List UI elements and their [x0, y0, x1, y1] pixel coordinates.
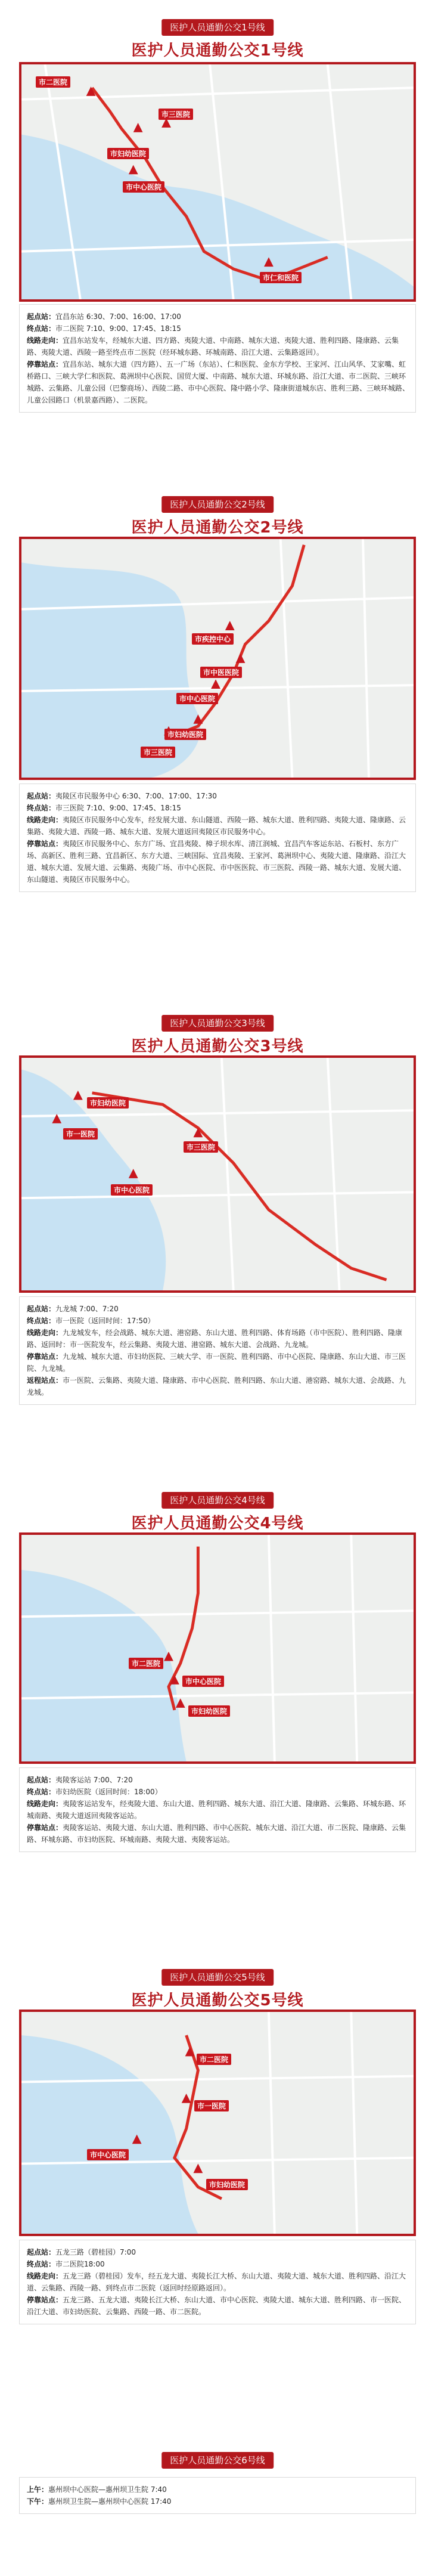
route-5-section: [11, 1968, 424, 2409]
route-3-marker-3: 市三医院: [184, 1141, 218, 1153]
route-2-marker-5: 市三医院: [141, 747, 175, 758]
route-4-marker-1: 市二医院: [129, 1658, 163, 1669]
route-2-map: [19, 537, 416, 780]
route-1-marker-4: 市中心医院: [123, 181, 164, 193]
route-2-marker-4: 市妇幼医院: [164, 729, 206, 740]
route-4-marker-2: 市中心医院: [182, 1676, 224, 1687]
route-5-info: 起点站：五龙三路（碧桂园）7:00 终点站：市二医院18:00 线路走向：五龙三路（碧桂园）发车，经五龙大道、夷陵长江大桥、东山大道、夷陵大道、城东大道、胜利四路、沿江大道、云集路、西陵一路、到终点市二医院（返回时经原路返回）。 停靠站点：五龙三路、五龙大道、夷陵长江大桥、东山大道、市中心医院、夷陵大道、城东大道、胜利四路、市一医院、沿江大道、市妇幼医院、云集路、西陵一路、市二医院。: [19, 2240, 416, 2324]
route-5-marker-2: 市一医院: [194, 2100, 229, 2111]
route-2-pill: 医护人员通勤公交2号线: [161, 496, 274, 513]
route-6-info: 上午：惠州坝中心医院—惠州坝卫生院 7:40 下午：惠州坝卫生院—惠州坝中心医院 17:40: [19, 2477, 416, 2514]
route-2-marker-2: 市中医医院: [200, 667, 242, 678]
route-3-map: [19, 1055, 416, 1293]
route-1-title: 医护人员通勤公交1号线: [131, 42, 304, 60]
route-5-marker-3: 市中心医院: [87, 2149, 129, 2160]
route-4-info: 起点站：夷陵客运站 7:00、7:20 终点站：市妇幼医院（返回时间：18:00） 线路走向：夷陵客运站发车，经夷陵大道、东山大道、胜利四路、城东大道、沿江大道、隆康路、云集路、环城东路、环城南路、夷陵大道返回夷陵客运站。 停靠站点：夷陵客运站、夷陵大道、东山大道、胜利四路、市中心医院、城东大道、沿江大道、市二医院、隆康路、云集路、环城东路、市妇幼医院、环城南路、夷陵大道、夷陵客运站。: [19, 1767, 416, 1852]
route-3-pill: 医护人员通勤公交3号线: [161, 1015, 274, 1032]
route-4-section: [11, 1491, 424, 1944]
route-5-marker-1: 市二医院: [197, 2054, 231, 2065]
route-2-marker-1: 市疾控中心: [192, 633, 234, 645]
route-3-marker-1: 市妇幼医院: [87, 1097, 129, 1109]
route-1-marker-3: 市妇幼医院: [107, 148, 149, 159]
route-3-section: [11, 1014, 424, 1473]
route-1-section: [11, 0, 424, 477]
route-4-pill: 医护人员通勤公交4号线: [161, 1492, 274, 1509]
route-6-pill: 医护人员通勤公交6号线: [161, 2452, 274, 2469]
route-4-map: [19, 1532, 416, 1764]
route-3-title: 医护人员通勤公交3号线: [131, 1038, 304, 1055]
route-3-info: 起点站：九龙城 7:00、7:20 终点站：市一医院（返回时间：17:50） 线路走向：九龙城发车，经会战路、城东大道、港窑路、东山大道、胜利四路、体育场路（市中医院）、胜利四路、隆康路、返回时：市一医院发车，经云集路、夷陵大道、港窑路、城东大道、会战路、九龙城。 停靠站点：九龙城、城东大道、市妇幼医院、三峡大学、市一医院、胜利四路、市中心医院、隆康路、东山大道、市三医院、九龙城。 返程站点：市一医院、云集路、夷陵大道、隆康路、市中心医院、胜利四路、东山大道、港窑路、城东大道、会战路、九龙城。: [19, 1296, 416, 1405]
route-5-map: [19, 2010, 416, 2236]
route-1-marker-1: 市二医院: [36, 76, 70, 88]
route-3-marker-2: 市一医院: [63, 1128, 98, 1140]
route-1-marker-2: 市三医院: [159, 109, 193, 120]
route-4-title: 医护人员通勤公交4号线: [131, 1515, 304, 1532]
route-2-section: [11, 495, 424, 1008]
route-2-marker-3: 市中心医院: [176, 693, 218, 704]
route-2-title: 医护人员通勤公交2号线: [131, 519, 304, 537]
route-2-info: 起点站：夷陵区市民服务中心 6:30、7:00、17:00、17:30 终点站：市三医院 7:10、9:00、17:45、18:15 线路走向：夷陵区市民服务中心发车，经发展大道、东山隧道、西陵一路、城东大道、胜利四路、夷陵大道、隆康路、云集路、夷陵大道、西陵一路、城东大道、发展大道返回夷陵区市民服务中心。 停靠站点：夷陵区市民服务中心、东方广场、宜昌夷陵、樟子坝水库、清江润城、宜昌汽车客运东站、石板村、东方广场、高新区、胜利三路、宜昌新区、东方大道、三峡国际、宜昌夷陵、王家河、葛洲坝中心、夷陵大道、隆康路、沿江大道、城东大道、发展大道、云集路、夷陵广场、市中心医院、市中医医院、市三医院、西陵一路、城东大道、发展大道、东山隧道、夷陵区市民服务中心。: [19, 784, 416, 892]
route-3-marker-4: 市中心医院: [111, 1184, 153, 1196]
route-1-info: 起点站：宜昌东站 6:30、7:00、16:00、17:00 终点站：市二医院 7:10、9:00、17:45、18:15 线路走向：宜昌东站发车，经城东大道、四方路、夷陵大道、中南路、城东大道、夷陵大道、胜利四路、隆康路、云集路、夷陵大道、西陵一路至终点市二医院（经环城东路、环城南路、沿江大道、云集路返回）。 停靠站点：宜昌东站、城东大道（四方路）、五一广场（东站）、仁和医院、金东方学校、王家河、江山风华、艾家嘴、虹桥路口、三峡大学仁和医院、葛洲坝中心医院、国贸大厦、中南路、城东大道、环城东路、沿江大道、市二医院、三峡环城路、云集路、儿童公园（巴黎商场）、西陵二路、市中心医院、隆中路小学、隆康街道城东店、胜利三路、三峡环城路、儿童公园路口（机景嘉西路）、二医院。: [19, 304, 416, 413]
route-1-map: [19, 62, 416, 302]
route-1-pill: 医护人员通勤公交1号线: [161, 19, 274, 36]
route-5-pill: 医护人员通勤公交5号线: [161, 1969, 274, 1986]
route-5-title: 医护人员通勤公交5号线: [131, 1992, 304, 2010]
route-1-marker-5: 市仁和医院: [260, 272, 302, 283]
route-5-marker-4: 市妇幼医院: [206, 2179, 248, 2190]
route-4-marker-3: 市妇幼医院: [188, 1705, 230, 1717]
route-6-section: [11, 2451, 424, 2570]
